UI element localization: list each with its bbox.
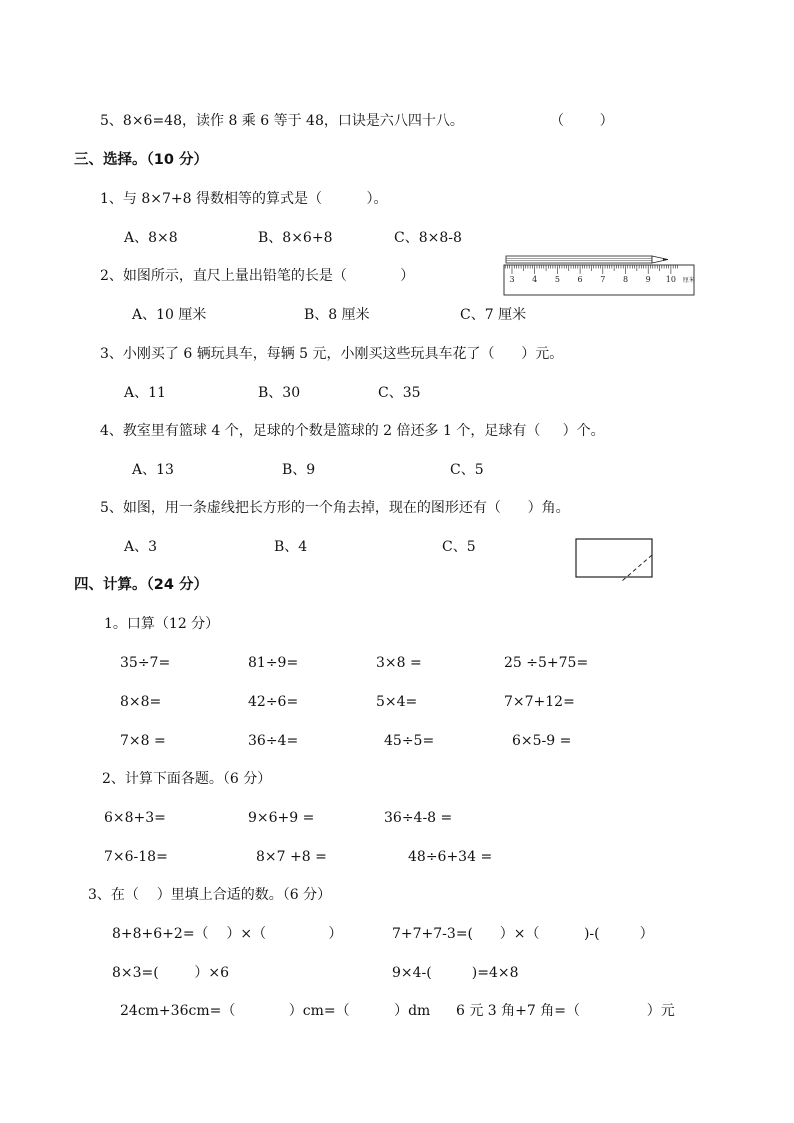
ruler-tick-label: 7 xyxy=(600,275,606,284)
calc-item[interactable]: 48÷6+34 = xyxy=(408,849,493,865)
ruler-pencil-figure xyxy=(502,254,698,298)
s3-q1-text: 1、与 8×7+8 得数相等的算式是（ ）。 xyxy=(100,191,388,207)
s3-q5-option-b[interactable]: B、4 xyxy=(274,539,308,555)
s3-q4-option-a[interactable]: A、13 xyxy=(132,462,174,478)
calc-item[interactable]: 36÷4-8 = xyxy=(384,810,453,826)
oral-calc-item[interactable]: 36÷4= xyxy=(248,733,299,749)
judge-q5-text: 5、8×6=48，读作 8 乘 6 等于 48，口诀是六八四十八。 xyxy=(100,113,464,129)
calc-item[interactable]: 6×8+3= xyxy=(104,810,166,826)
s3-q5-option-a[interactable]: A、3 xyxy=(124,539,158,555)
fill-blank-item[interactable]: 7+7+7-3=( ）×（ )-( ） xyxy=(392,926,654,942)
oral-calc-item[interactable]: 8×8= xyxy=(120,694,162,710)
oral-calc-item[interactable]: 45÷5= xyxy=(384,733,435,749)
s3-q2-text: 2、如图所示，直尺上量出铅笔的长是（ ） xyxy=(100,268,415,284)
calc-item[interactable]: 8×7 +8 = xyxy=(256,849,327,865)
fill-blank-item[interactable]: 8×3=( ）×6 xyxy=(112,965,229,981)
s3-q1-option-c[interactable]: C、8×8-8 xyxy=(394,230,462,246)
s3-q5-option-c[interactable]: C、5 xyxy=(442,539,476,555)
section3-title: 三、选择。（10 分） xyxy=(74,152,208,168)
fill-blank-item[interactable]: 6 元 3 角+7 角=（ ）元 xyxy=(456,1003,675,1019)
s3-q2-option-c[interactable]: C、7 厘米 xyxy=(460,307,527,323)
s3-q1-option-a[interactable]: A、8×8 xyxy=(124,230,178,246)
s3-q5-text: 5、如图，用一条虚线把长方形的一个角去掉，现在的图形还有（ ）角。 xyxy=(100,500,570,516)
s3-q3-option-b[interactable]: B、30 xyxy=(258,385,301,401)
calc-item[interactable]: 7×6-18= xyxy=(104,849,168,865)
oral-calc-item[interactable]: 5×4= xyxy=(376,694,418,710)
fill-blank-item[interactable]: 8+8+6+2=（ ）×（ ） xyxy=(112,926,343,942)
s4-part3-title: 3、在（ ）里填上合适的数。（6 分） xyxy=(88,887,332,903)
s3-q2-option-b[interactable]: B、8 厘米 xyxy=(304,307,370,323)
fill-blank-item[interactable]: 9×4-( )=4×8 xyxy=(392,965,519,981)
ruler-tick-label: 6 xyxy=(577,275,583,284)
oral-calc-item[interactable]: 7×8 = xyxy=(120,733,166,749)
oral-calc-item[interactable]: 3×8 = xyxy=(376,655,422,671)
s3-q3-option-c[interactable]: C、35 xyxy=(378,385,421,401)
s3-q1-option-b[interactable]: B、8×6+8 xyxy=(258,230,333,246)
ruler-tick-label: 5 xyxy=(554,275,560,284)
s3-q4-option-c[interactable]: C、5 xyxy=(450,462,484,478)
calc-item[interactable]: 9×6+9 = xyxy=(248,810,315,826)
ruler-tick-label: 8 xyxy=(622,275,629,284)
rectangle-cut-corner-figure xyxy=(574,537,656,581)
oral-calc-item[interactable]: 35÷7= xyxy=(120,655,171,671)
s3-q2-option-a[interactable]: A、10 厘米 xyxy=(132,307,207,323)
ruler-tick-label: 10 xyxy=(665,275,676,284)
fill-blank-item[interactable]: 24cm+36cm=（ ）cm=（ ）dm xyxy=(120,1003,431,1019)
oral-calc-item[interactable]: 7×7+12= xyxy=(504,694,575,710)
s3-q4-option-b[interactable]: B、9 xyxy=(282,462,316,478)
section4-title: 四、计算。（24 分） xyxy=(74,577,208,593)
oral-calc-item[interactable]: 6×5-9 = xyxy=(512,733,572,749)
pencil-icon xyxy=(506,256,668,263)
ruler-unit-label: 厘米 xyxy=(682,277,695,284)
oral-calc-item[interactable]: 25 ÷5+75= xyxy=(504,655,589,671)
ruler-tick-label: 9 xyxy=(645,275,651,284)
s3-q3-option-a[interactable]: A、11 xyxy=(124,385,166,401)
oral-calc-item[interactable]: 81÷9= xyxy=(248,655,299,671)
ruler-tick-label: 3 xyxy=(509,275,515,284)
s4-part1-title: 1。口算（12 分） xyxy=(104,616,220,632)
oral-calc-item[interactable]: 42÷6= xyxy=(248,694,299,710)
s3-q4-text: 4、教室里有篮球 4 个，足球的个数是篮球的 2 倍还多 1 个，足球有（ ）个。 xyxy=(100,423,605,439)
judge-q5-answer-blank[interactable]: （ ） xyxy=(550,113,614,129)
ruler-tick-label: 4 xyxy=(532,275,538,284)
s4-part2-title: 2、计算下面各题。（6 分） xyxy=(102,771,272,787)
s3-q3-text: 3、小刚买了 6 辆玩具车，每辆 5 元，小刚买这些玩具车花了（ ）元。 xyxy=(100,346,564,362)
